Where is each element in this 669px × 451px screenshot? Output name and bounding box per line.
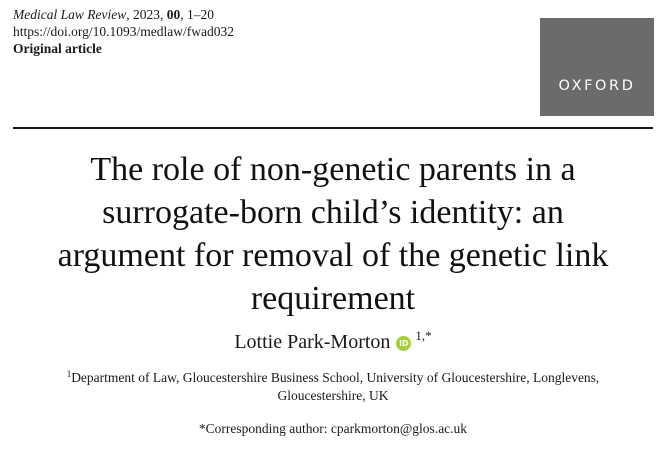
page-range: , 1–20 bbox=[180, 7, 214, 22]
journal-volume: 00 bbox=[166, 7, 181, 22]
oxford-logo bbox=[540, 18, 654, 116]
author-affiliation-marker: 1,* bbox=[415, 328, 432, 343]
title-line: requirement bbox=[250, 280, 416, 317]
affiliation-number: 1 bbox=[66, 369, 72, 379]
affiliation-line bbox=[13, 369, 653, 387]
citation-year: , 2023, bbox=[126, 7, 167, 22]
title-line: surrogate-born child’s identity: an bbox=[102, 194, 564, 231]
journal-name: Medical Law Review bbox=[13, 7, 127, 22]
title-line: argument for removal of the genetic link bbox=[57, 237, 609, 274]
affiliation bbox=[13, 369, 653, 405]
title-line: The role of non-genetic parents in a bbox=[90, 151, 576, 188]
affiliation-text: Department of Law, Gloucestershire Business School, University of Gloucestershire, Longlevens, bbox=[71, 370, 600, 385]
corresponding-author: *Corresponding author: cparkmorton@glos.ac.uk bbox=[198, 421, 468, 436]
affiliation-line: Gloucestershire, UK bbox=[277, 388, 389, 403]
article-type: Original article bbox=[13, 41, 102, 56]
header-divider bbox=[13, 127, 653, 129]
orcid-icon[interactable]: iD bbox=[396, 336, 411, 351]
oxford-logo-text: OXFORD bbox=[558, 78, 636, 94]
author-line bbox=[13, 329, 653, 355]
citation-line bbox=[13, 6, 234, 23]
doi-link[interactable]: https://doi.org/10.1093/medlaw/fwad032 bbox=[13, 24, 234, 39]
journal-meta bbox=[13, 6, 234, 57]
author-name[interactable]: Lottie Park-Morton bbox=[234, 331, 391, 353]
article-title bbox=[13, 148, 653, 320]
